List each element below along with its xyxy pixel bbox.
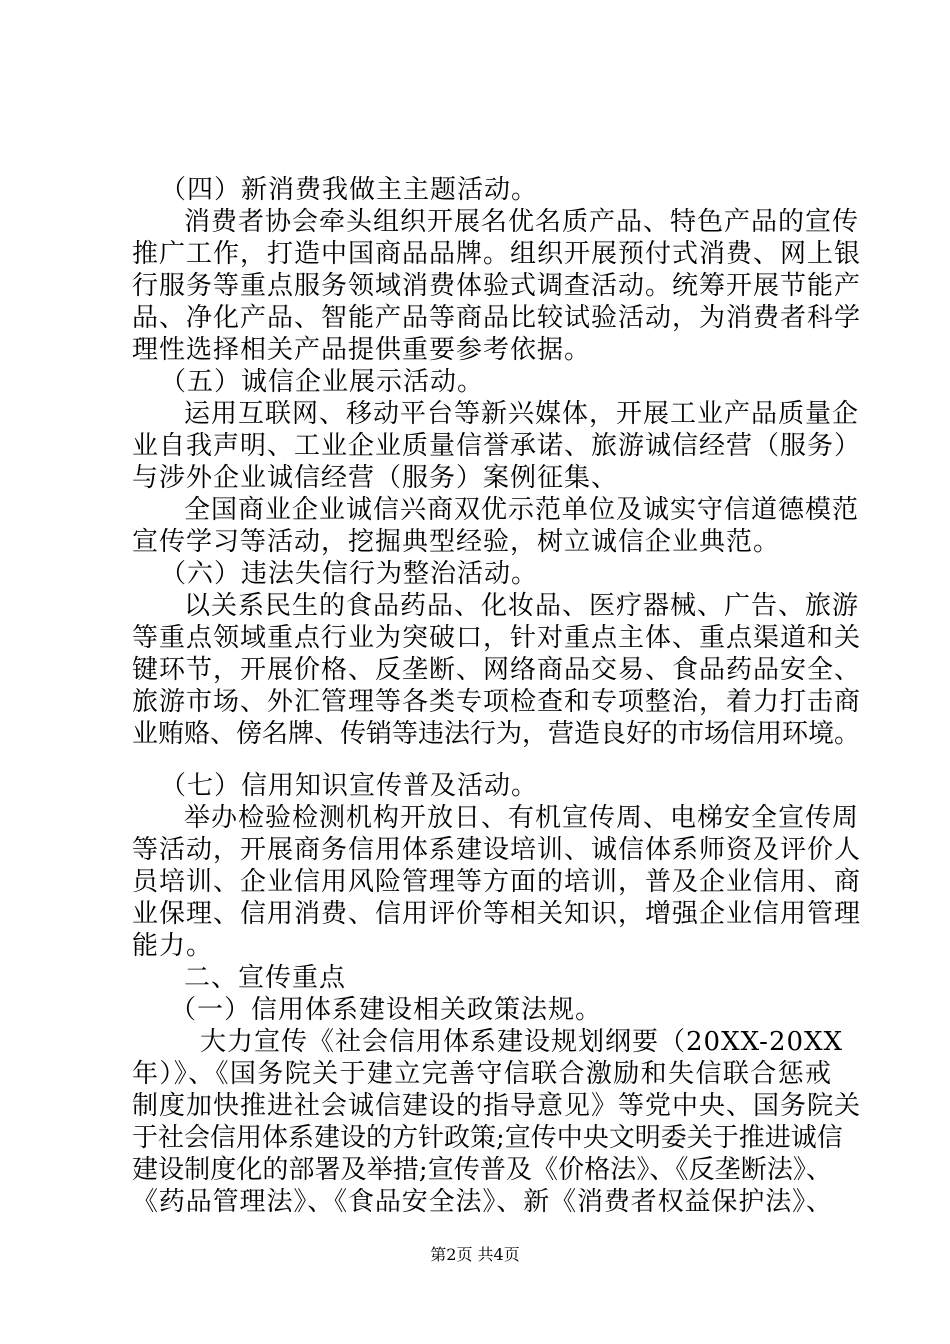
page-footer: 第2页 共4页 (430, 1245, 520, 1264)
heading-5: （五）诚信企业展示活动。 (160, 367, 485, 397)
heading-4: （四）新消费我做主主题活动。 (160, 175, 539, 205)
paragraph-line: 以关系民生的食品药品、化妆品、医疗器械、广告、旅游 (184, 591, 860, 621)
heading-1: （一）信用体系建设相关政策法规。 (170, 995, 603, 1025)
paragraph-line: 年）》、《国务院关于建立完善守信联合激励和失信联合惩戒 (132, 1059, 832, 1089)
paragraph-line: 能力。 (132, 931, 214, 961)
paragraph-line: 理性选择相关产品提供重要参考依据。 (132, 335, 592, 365)
section-heading: 二、宣传重点 (184, 963, 347, 993)
paragraph-line: 建设制度化的部署及举措;宣传普及《价格法》、《反垄断法》、 (132, 1155, 832, 1185)
paragraph-line: 举办检验检测机构开放日、有机宣传周、电梯安全宣传周 (184, 803, 860, 833)
paragraph-line: 等重点领域重点行业为突破口，针对重点主体、重点渠道和关 (132, 623, 862, 653)
paragraph-line: 业保理、信用消费、信用评价等相关知识，增强企业信用管理 (132, 899, 862, 929)
heading-6: （六）违法失信行为整治活动。 (160, 559, 539, 589)
heading-7: （七）信用知识宣传普及活动。 (160, 771, 539, 801)
paragraph-line: 大力宣传《社会信用体系建设规划纲要（20XX-20XX (200, 1027, 844, 1057)
paragraph-line: 推广工作，打造中国商品品牌。组织开展预付式消费、网上银 (132, 239, 862, 269)
paragraph-line: 品、净化产品、智能产品等商品比较试验活动，为消费者科学 (132, 303, 862, 333)
paragraph-line: 业贿赂、傍名牌、传销等违法行为，营造良好的市场信用环境。 (132, 719, 861, 749)
paragraph-line: 与涉外企业诚信经营（服务）案例征集、 (132, 463, 619, 493)
paragraph-line: 制度加快推进社会诚信建设的指导意见》等党中央、国务院关 (132, 1091, 862, 1121)
paragraph-line: 键环节，开展价格、反垄断、网络商品交易、食品药品安全、 (132, 655, 862, 685)
paragraph-line: 于社会信用体系建设的方针政策;宣传中央文明委关于推进诚信 (132, 1123, 843, 1153)
paragraph-line: 宣传学习等活动，挖掘典型经验，树立诚信企业典范。 (132, 527, 781, 557)
paragraph-line: 行服务等重点服务领域消费体验式调查活动。统筹开展节能产 (132, 271, 862, 301)
paragraph-line: 运用互联网、移动平台等新兴媒体，开展工业产品质量企 (184, 399, 860, 429)
paragraph-line: 全国商业企业诚信兴商双优示范单位及诚实守信道德模范 (184, 495, 860, 525)
paragraph-line: 员培训、企业信用风险管理等方面的培训，普及企业信用、商 (132, 867, 862, 897)
paragraph-line: 业自我声明、工业企业质量信誉承诺、旅游诚信经营（服务） (132, 431, 862, 461)
paragraph-line: 等活动，开展商务信用体系建设培训、诚信体系师资及评价人 (132, 835, 862, 865)
paragraph-line: 旅游市场、外汇管理等各类专项检查和专项整治，着力打击商 (132, 687, 862, 717)
paragraph-line: 《药品管理法》、《食品安全法》、新《消费者权益保护法》、 (132, 1187, 832, 1217)
paragraph-line: 消费者协会牵头组织开展名优名质产品、特色产品的宣传 (184, 207, 860, 237)
